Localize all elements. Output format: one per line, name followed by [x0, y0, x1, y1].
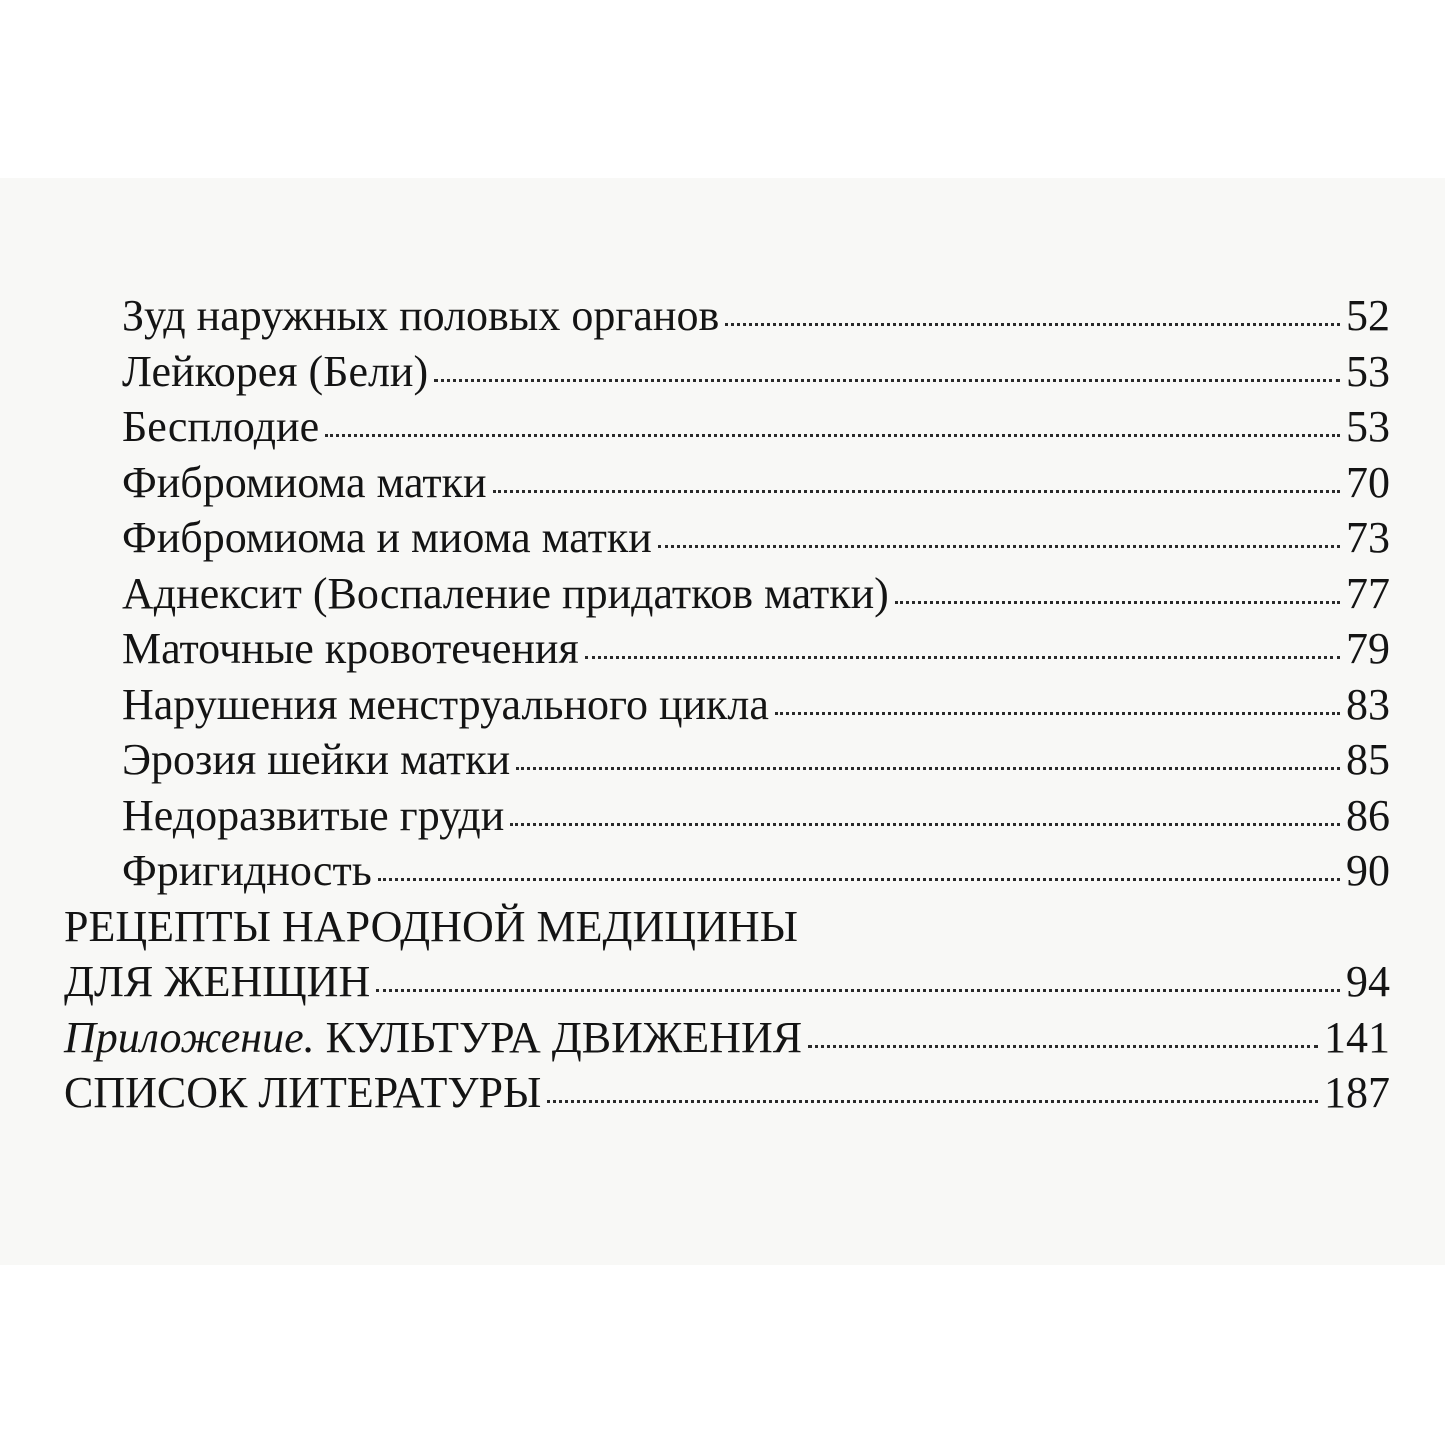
dot-leader [547, 1100, 1318, 1103]
toc-entry[interactable] [64, 845, 1390, 901]
toc-entry-title: Фригидность [122, 846, 372, 895]
dot-leader [510, 823, 1340, 826]
dot-leader [325, 434, 1340, 437]
toc-section-page: 187 [1324, 1068, 1390, 1117]
toc-entry-page: 53 [1346, 402, 1390, 451]
table-of-contents [64, 290, 1390, 1123]
toc-section-bibliography[interactable] [64, 1067, 1390, 1123]
toc-entry[interactable] [64, 512, 1390, 568]
toc-section-page: 141 [1324, 1012, 1390, 1062]
toc-entry-page: 52 [1346, 291, 1390, 340]
toc-entry-title: Эрозия шейки матки [122, 735, 511, 784]
toc-entry[interactable] [64, 623, 1390, 679]
toc-entry[interactable] [64, 346, 1390, 402]
toc-section-page: 94 [1346, 957, 1390, 1006]
toc-section-recipes-heading[interactable] [64, 901, 1390, 957]
dot-leader [376, 989, 1340, 992]
toc-entry-page: 86 [1346, 790, 1390, 840]
toc-entry-title: Нарушения менструального цикла [122, 679, 769, 729]
toc-section-recipes[interactable] [64, 956, 1390, 1012]
toc-section-appendix[interactable] [64, 1012, 1390, 1068]
toc-entry-page: 90 [1346, 846, 1390, 895]
toc-entry[interactable] [64, 568, 1390, 624]
toc-entry[interactable] [64, 457, 1390, 513]
toc-entry-title: Аднексит (Воспаление придатков матки) [122, 568, 889, 618]
toc-entry[interactable] [64, 290, 1390, 346]
dot-leader [808, 1045, 1318, 1048]
toc-entry[interactable] [64, 790, 1390, 846]
toc-entry-page: 70 [1346, 457, 1390, 507]
appendix-prefix: Приложение. [64, 1012, 315, 1062]
toc-entry[interactable] [64, 401, 1390, 457]
dot-leader [493, 490, 1340, 493]
dot-leader [378, 878, 1340, 881]
toc-entry-title: Недоразвитые груди [122, 790, 505, 840]
toc-entry-page: 53 [1346, 346, 1390, 396]
toc-section-title: РЕЦЕПТЫ НАРОДНОЙ МЕДИЦИНЫ [64, 901, 798, 951]
toc-entry-title: Фибромиома и миома матки [122, 513, 652, 562]
dot-leader [725, 323, 1340, 326]
toc-section-title: СПИСОК ЛИТЕРАТУРЫ [64, 1068, 542, 1117]
toc-entry-page: 83 [1346, 679, 1390, 729]
toc-entry-title: Зуд наружных половых органов [122, 291, 720, 340]
dot-leader [895, 601, 1340, 604]
toc-entry[interactable] [64, 679, 1390, 735]
toc-entry-page: 77 [1346, 568, 1390, 618]
toc-entry-title: Маточные кровотечения [122, 624, 579, 673]
toc-section-title-cont: ДЛЯ ЖЕНЩИН [64, 957, 371, 1006]
toc-entry-title: Фибромиома матки [122, 457, 487, 507]
dot-leader [585, 656, 1340, 659]
toc-entry-title: Лейкорея (Бели) [122, 346, 429, 396]
dot-leader [516, 767, 1340, 770]
toc-entry[interactable] [64, 734, 1390, 790]
dot-leader [775, 712, 1340, 715]
toc-entry-page: 85 [1346, 735, 1390, 784]
appendix-title: КУЛЬТУРА ДВИЖЕНИЯ [314, 1012, 803, 1062]
dot-leader [658, 545, 1340, 548]
toc-section-title [64, 1012, 802, 1063]
toc-entry-page: 73 [1346, 513, 1390, 562]
toc-entry-title: Бесплодие [122, 402, 320, 451]
book-page [0, 178, 1445, 1265]
dot-leader [434, 379, 1340, 382]
toc-entry-page: 79 [1346, 624, 1390, 673]
